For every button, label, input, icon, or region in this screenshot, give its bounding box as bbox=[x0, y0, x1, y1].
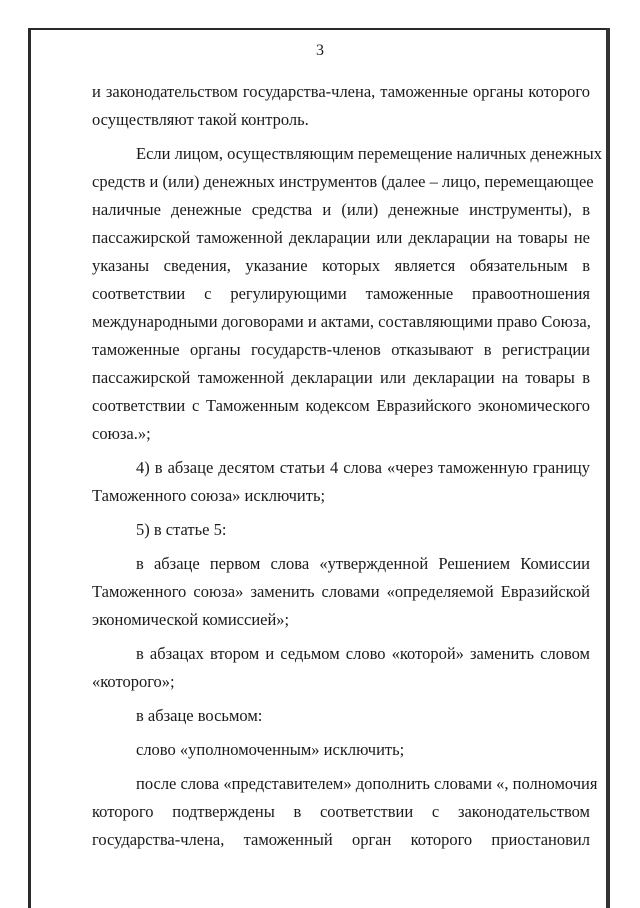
body-line: в абзаце первом слова «утвержденной Решением Комиссии bbox=[136, 554, 590, 573]
body-line: Таможенного союза» заменить словами «определяемой Евразийской bbox=[92, 582, 590, 601]
body-line: таможенные органы государств-членов отказывают в регистрации bbox=[92, 340, 590, 359]
body-line: которого подтверждены в соответствии с законодательством bbox=[92, 802, 590, 821]
body-line: Если лицом, осуществляющим перемещение наличных денежных bbox=[136, 144, 602, 163]
body-line: пассажирской таможенной декларации или декларации на товары не bbox=[92, 228, 590, 247]
body-line: соответствии с Таможенным кодексом Евразийского экономического bbox=[92, 396, 590, 415]
body-line: после слова «представителем» дополнить словами «, полномочия bbox=[136, 774, 598, 793]
body-line: Таможенного союза» исключить; bbox=[92, 486, 326, 505]
body-line: осуществляют такой контроль. bbox=[92, 110, 309, 129]
body-line: в абзаце восьмом: bbox=[136, 706, 263, 725]
body-line: государства-члена, таможенный орган которого приостановил bbox=[92, 830, 590, 849]
body-line: «которого»; bbox=[92, 672, 175, 691]
body-line: и законодательством государства-члена, таможенные органы которого bbox=[92, 82, 590, 101]
body-line: слово «уполномоченным» исключить; bbox=[136, 740, 405, 759]
body-line: в абзацах втором и седьмом слово «которой» заменить словом bbox=[136, 644, 590, 663]
body-line: соответствии с регулирующими таможенные правоотношения bbox=[92, 284, 590, 303]
scan-edge bbox=[606, 28, 610, 908]
body-line: экономической комиссией»; bbox=[92, 610, 290, 629]
body-line: наличные денежные средства и (или) денежные инструменты), в bbox=[92, 200, 590, 219]
page-number: 3 bbox=[316, 42, 324, 59]
body-line: международными договорами и актами, составляющими право Союза, bbox=[92, 312, 591, 331]
body-line: 4) в абзаце десятом статьи 4 слова «через таможенную границу bbox=[136, 458, 590, 477]
body-line: союза.»; bbox=[92, 424, 151, 443]
body-line: пассажирской таможенной декларации или декларации на товары в bbox=[92, 368, 590, 387]
body-line: средств и (или) денежных инструментов (далее – лицо, перемещающее bbox=[92, 172, 594, 191]
body-line: 5) в статье 5: bbox=[136, 520, 227, 539]
body-line: указаны сведения, указание которых является обязательным в bbox=[92, 256, 590, 275]
